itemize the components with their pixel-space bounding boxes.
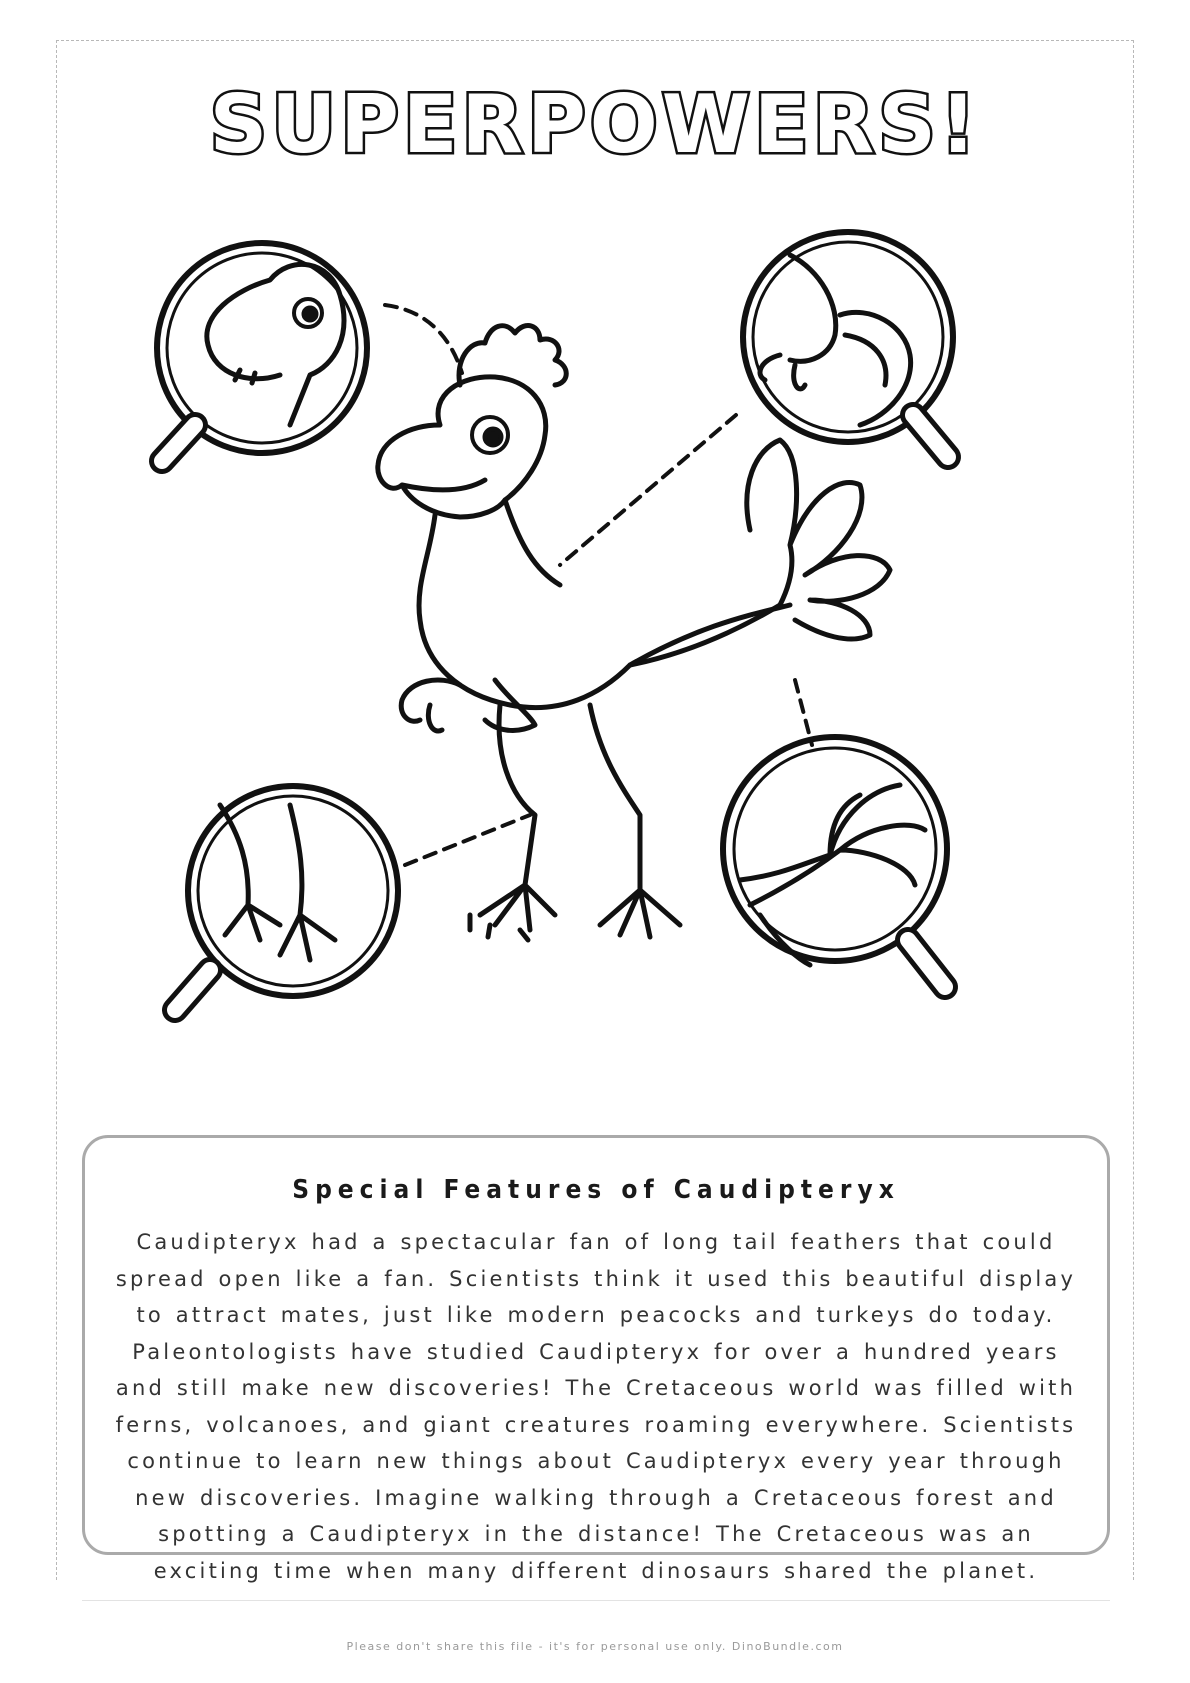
feet-closeup-icon: [175, 786, 398, 1010]
info-title: Special Features of Caudipteryx: [292, 1175, 900, 1205]
page-title: SUPERPOWERS!: [209, 78, 981, 171]
tail-feather-closeup-icon: [723, 737, 947, 987]
claw-closeup-icon: [743, 232, 953, 457]
info-box: [82, 1135, 1110, 1583]
caudipteryx-dinosaur-icon: [378, 326, 890, 940]
dinosaur-illustration: [140, 225, 1050, 1125]
footer-note: Please don't share this file - it's for personal use only. DinoBundle.com: [346, 1640, 844, 1653]
footer-divider: [82, 1600, 1110, 1601]
info-text: Caudipteryx had a spectacular fan of long tail feathers that could spread open like a fan. Scientists think it used this beautiful display to attract mates, just like modern peacocks and turkeys do today. Paleontologists have studied Caudipteryx for over a hundred years and still make new discoveries! The Cretaceous world was filled with ferns, volcanoes, and giant creatures roaming everywhere. Scientists continue to learn new things about Caudipteryx every year through new discoveries. Imagine walking through a Cretaceous forest and spotting a Caudipteryx in the distance! The Cretaceous was an exciting time when many different dinosaurs shared the planet.: [115, 1230, 1077, 1583]
head-closeup-icon: [157, 243, 367, 461]
